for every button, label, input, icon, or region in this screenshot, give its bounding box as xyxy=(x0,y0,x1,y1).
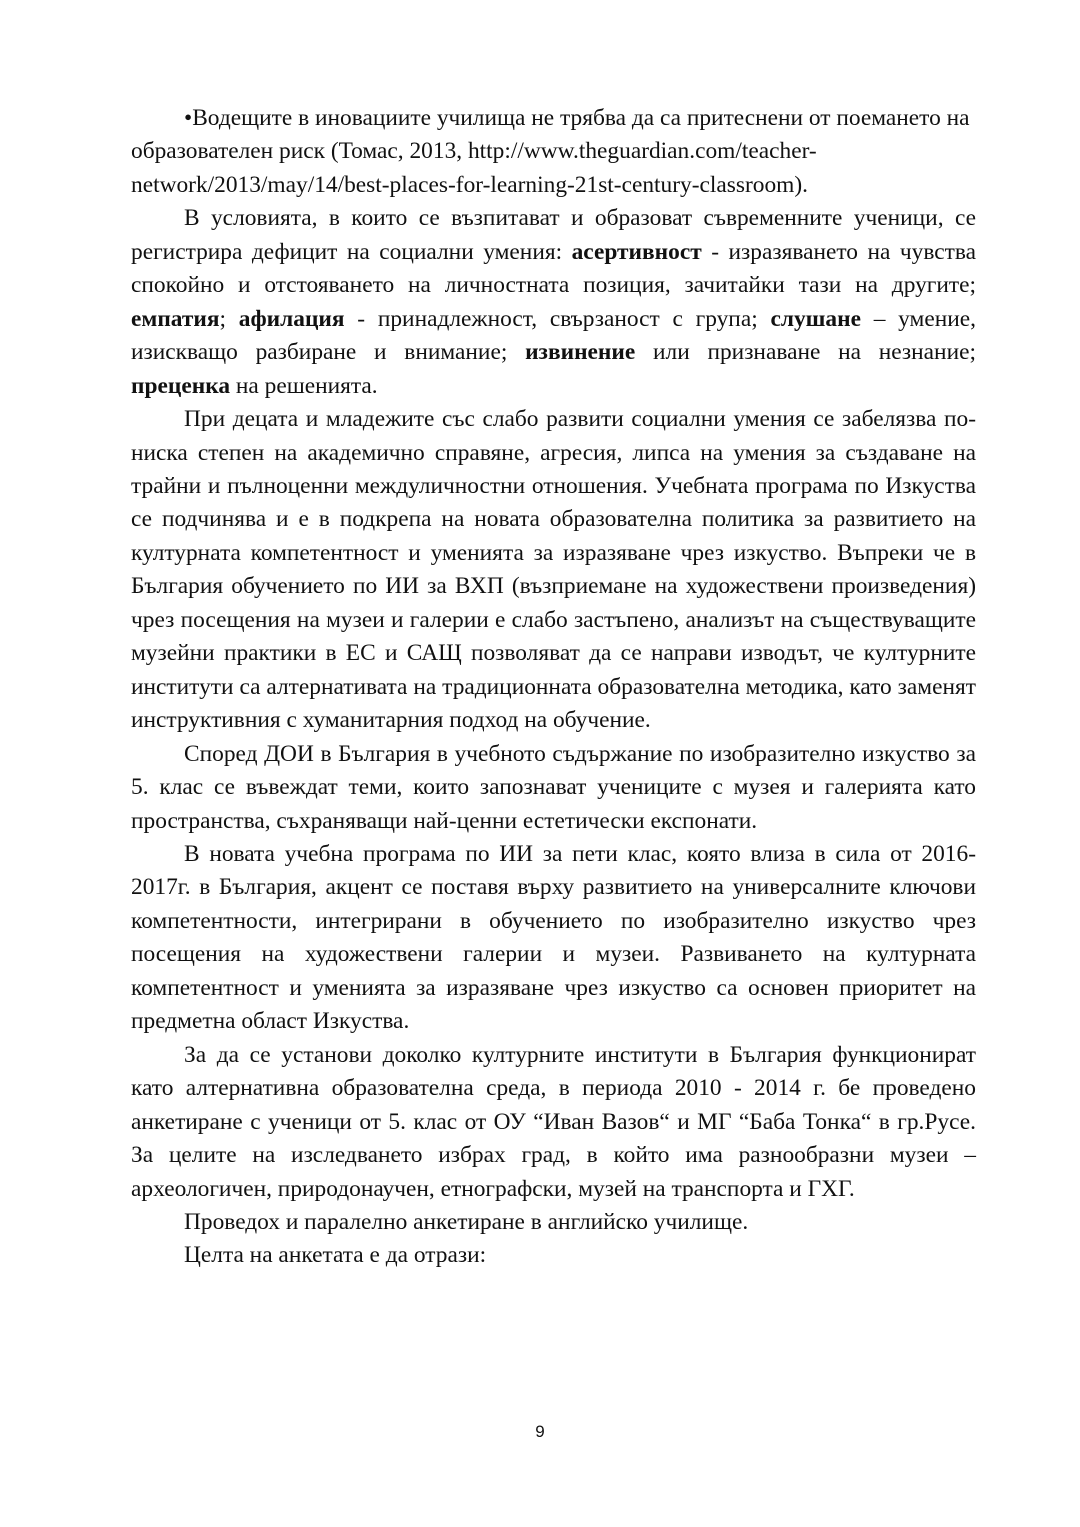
term-empathy: емпатия xyxy=(131,305,220,332)
paragraph-survey: За да се установи доколко културните институти в България функционират като алтернативна образователна среда, в периода 2010 - 2014 г. бе проведено анкетиране с ученици от 5. клас от ОУ “Иван Вазов“ и МГ “Баба Тонка“ в гр.Русе. За целите на изследването избрах град, в който има разнообразни музеи – археологичен, природонаучен, етнографски, музей на транспорта и ГХГ. xyxy=(131,1041,976,1202)
term-judgement: преценка xyxy=(131,372,231,399)
paragraph-english-school: Проведох и паралелно анкетиране в английско училище. xyxy=(184,1208,749,1235)
paragraph-survey-goal: Целта на анкетата е да отрази: xyxy=(184,1242,487,1269)
paragraph-doi-curriculum: Според ДОИ в България в учебното съдържание по изобразително изкуство за 5. клас се въвеждат теми, които запознават учениците с музея и галерията като пространства, съхраняващи най-ценни естетически експонати. xyxy=(131,740,976,834)
term-listening: слушане xyxy=(770,305,861,332)
page-number: 9 xyxy=(535,1422,545,1441)
bullet-icon: • xyxy=(184,105,193,131)
term-assertiveness: асертивност xyxy=(571,238,702,265)
paragraph-bullet-innovation xyxy=(131,102,976,202)
paragraph-social-skills: В условията, в които се възпитават и образоват съвременните ученици, се регистрира дефицит на социални умения: асертивност - изразяването на чувства спокойно и отстояването на личностната позиция, зачитайки тази на другите; емпатия; афилация - принадлежност, свързаност с група; слушане – умение, изискващо разбиране и внимание; извинение или признаване на незнание; преценка на решенията. xyxy=(131,205,976,399)
term-apology: извинение xyxy=(525,339,636,366)
term-affiliation: афилация xyxy=(238,305,345,332)
paragraph-youth-skills: При децата и младежите със слабо развити социални умения се забелязва по-ниска степен на академично справяне, агресия, липса на умения за създаване на трайни и пълноценни междуличностни отношения. Учебната програма по Изкуства се подчинява и е в подкрепа на новата образователна политика за развитието на културната компетентност и уменията за изразяване чрез изкуство. Въпреки че в България обучението по ИИ за ВХП (възприемане на художествени произведения) чрез посещения на музеи и галерии е слабо застъпено, анализът на съществуващите музейни практики в ЕС и САЩ позволяват да се направи изводът, че културните институти са алтернативата на традиционната образователна методика, като заменят инструктивния с хуманитарния подход на обучение. xyxy=(131,406,976,734)
paragraph-new-program: В новата учебна програма по ИИ за пети клас, която влиза в сила от 2016-2017г. в България, акцент се поставя върху развитието на универсалните ключови компетентности, интегрирани в обучението по изобразително изкуство чрез посещения на художествени галерии и музеи. Развиването на културната компетентност и уменията за изразяване чрез изкуство са основен приоритет на предметна област Изкуства. xyxy=(131,840,976,1035)
paragraph-text: Водещите в иновациите училища не трябва да са притеснени от поемането на образователен риск (Томас, 2013, http://www.theguardian.com/teacher-network/2013/may/14/best-places-for-learning-21st-century-classroom). xyxy=(131,105,970,198)
document-body xyxy=(131,102,976,1273)
